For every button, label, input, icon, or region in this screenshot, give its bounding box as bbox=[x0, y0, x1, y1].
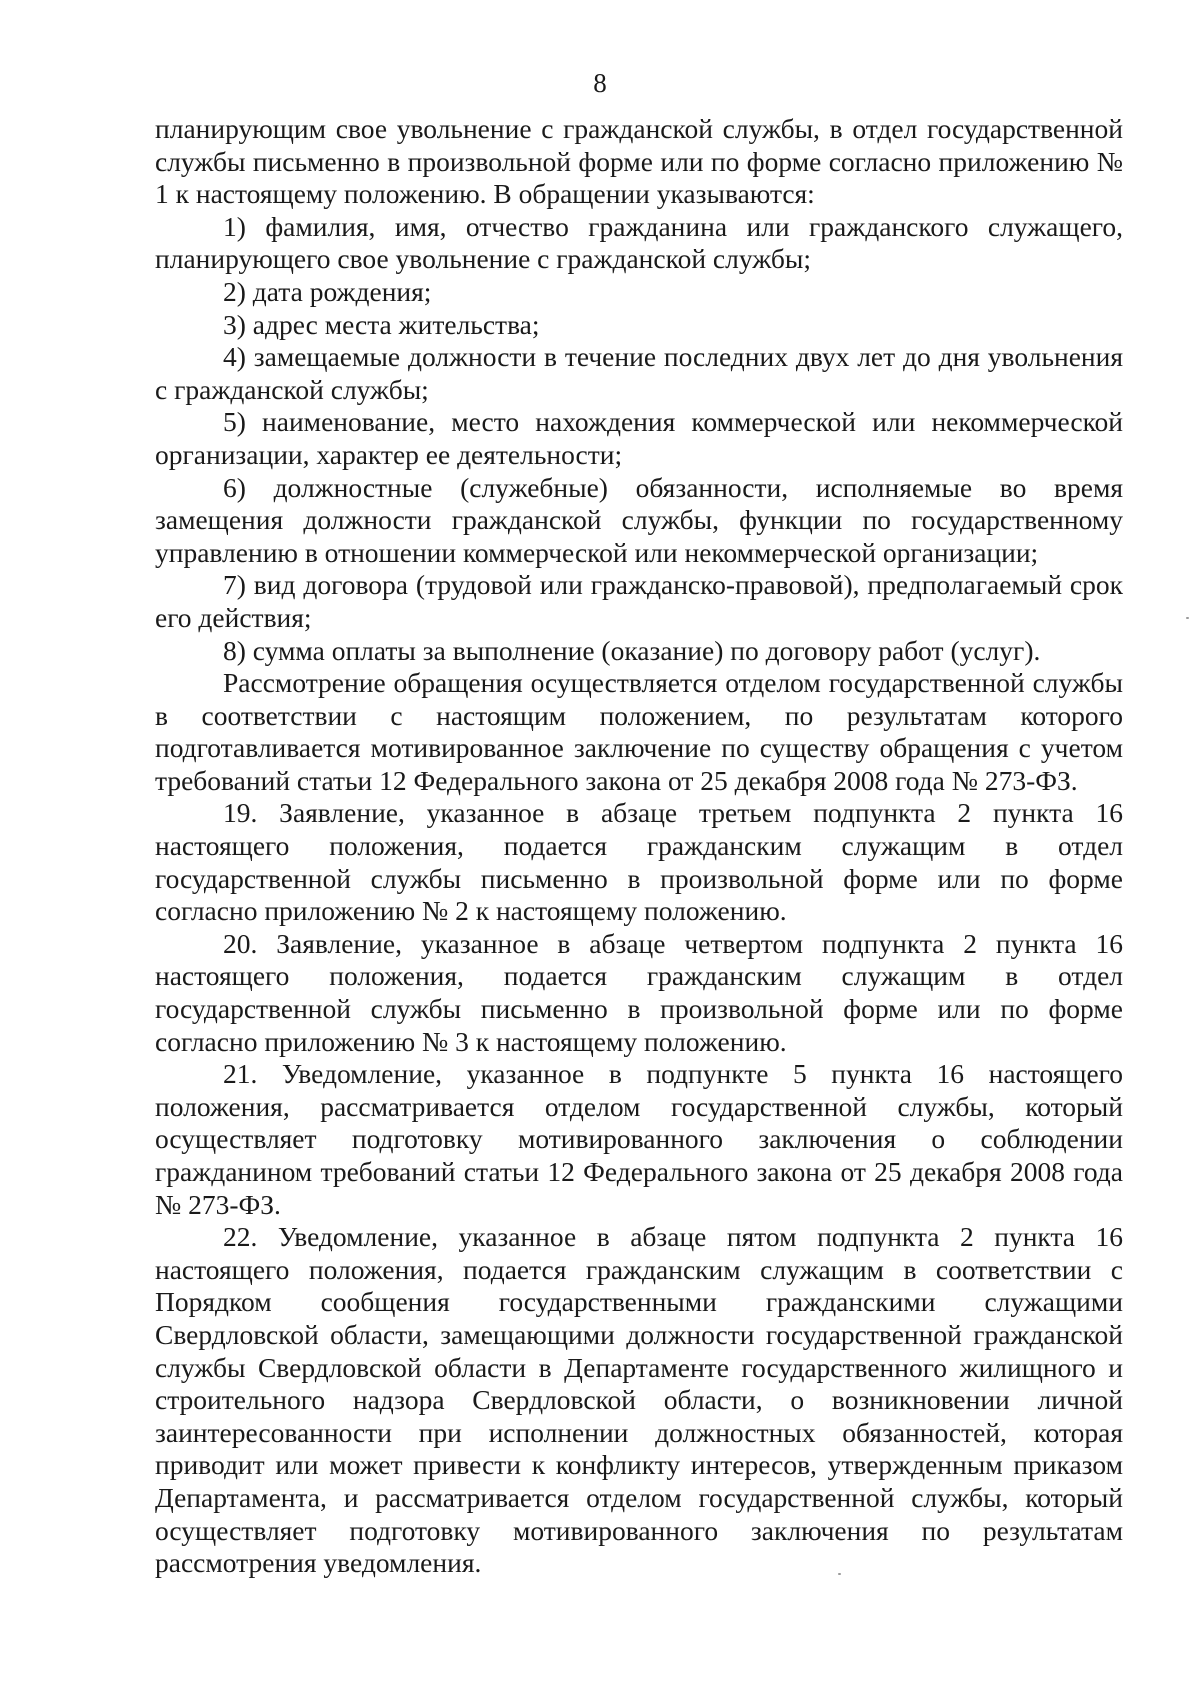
list-item: 1) фамилия, имя, отчество гражданина или гражданского служащего, планирующего свое увольнение с гражданской службы; bbox=[155, 210, 1123, 275]
list-item: 2) дата рождения; bbox=[223, 275, 432, 307]
paragraph: планирующим свое увольнение с гражданской службы, в отдел государственной службы письменно в произвольной форме или по форме согласно приложению № 1 к настоящему положению. В обращении указываются: bbox=[155, 113, 1123, 210]
scan-speck bbox=[838, 1573, 841, 1575]
scan-speck bbox=[1186, 617, 1189, 619]
page-number: 8 bbox=[593, 68, 607, 98]
clause-21: 21. Уведомление, указанное в подпункте 5 пункта 16 настоящего положения, рассматривается отделом государственной службы, который осуществляет подготовку мотивированного заключения о соблюдении гражданином требований статьи 12 Федерального закона от 25 декабря 2008 года № 273-ФЗ. bbox=[155, 1058, 1123, 1220]
document-body bbox=[155, 113, 1123, 1580]
clause-20: 20. Заявление, указанное в абзаце четвертом подпункта 2 пункта 16 настоящего положения, подается гражданским служащим в отдел государственной службы письменно в произвольной форме или по форме согласно приложению № 3 к настоящему положению. bbox=[155, 927, 1123, 1057]
list-item: 4) замещаемые должности в течение последних двух лет до дня увольнения с гражданской службы; bbox=[155, 341, 1123, 405]
clause-19: 19. Заявление, указанное в абзаце третьем подпункта 2 пункта 16 настоящего положения, подается гражданским служащим в отдел государственной службы письменно в произвольной форме или по форме согласно приложению № 2 к настоящему положению. bbox=[155, 797, 1123, 927]
paragraph: Рассмотрение обращения осуществляется отделом государственной службы в соответствии с настоящим положением, по результатам которого подготавливается мотивированное заключение по существу обращения с учетом требований статьи 12 Федерального закона от 25 декабря 2008 года № 273-ФЗ. bbox=[155, 667, 1123, 796]
list-item: 8) сумма оплаты за выполнение (оказание) по договору работ (услуг). bbox=[223, 634, 1041, 666]
clause-22: 22. Уведомление, указанное в абзаце пятом подпункта 2 пункта 16 настоящего положения, подается гражданским служащим в соответствии с Порядком сообщения государственными гражданскими служащими Свердловской области, замещающими должности государственной гражданской службы Свердловской области в Департаменте государственного жилищного и строительного надзора Свердловской области, о возникновении личной заинтересованности при исполнении должностных обязанностей, которая приводит или может привести к конфликту интересов, утвержденным приказом Департамента, и рассматривается отделом государственной службы, который осуществляет подготовку мотивированного заключения по результатам рассмотрения уведомления. bbox=[155, 1221, 1123, 1579]
list-item: 6) должностные (служебные) обязанности, исполняемые во время замещения должности гражданской службы, функции по государственному управлению в отношении коммерческой или некоммерческой организации; bbox=[155, 471, 1123, 568]
list-item: 3) адрес места жительства; bbox=[223, 308, 540, 340]
list-item: 5) наименование, место нахождения коммерческой или некоммерческой организации, характер ее деятельности; bbox=[155, 406, 1123, 470]
list-item: 7) вид договора (трудовой или гражданско-правовой), предполагаемый срок его действия; bbox=[155, 569, 1123, 633]
